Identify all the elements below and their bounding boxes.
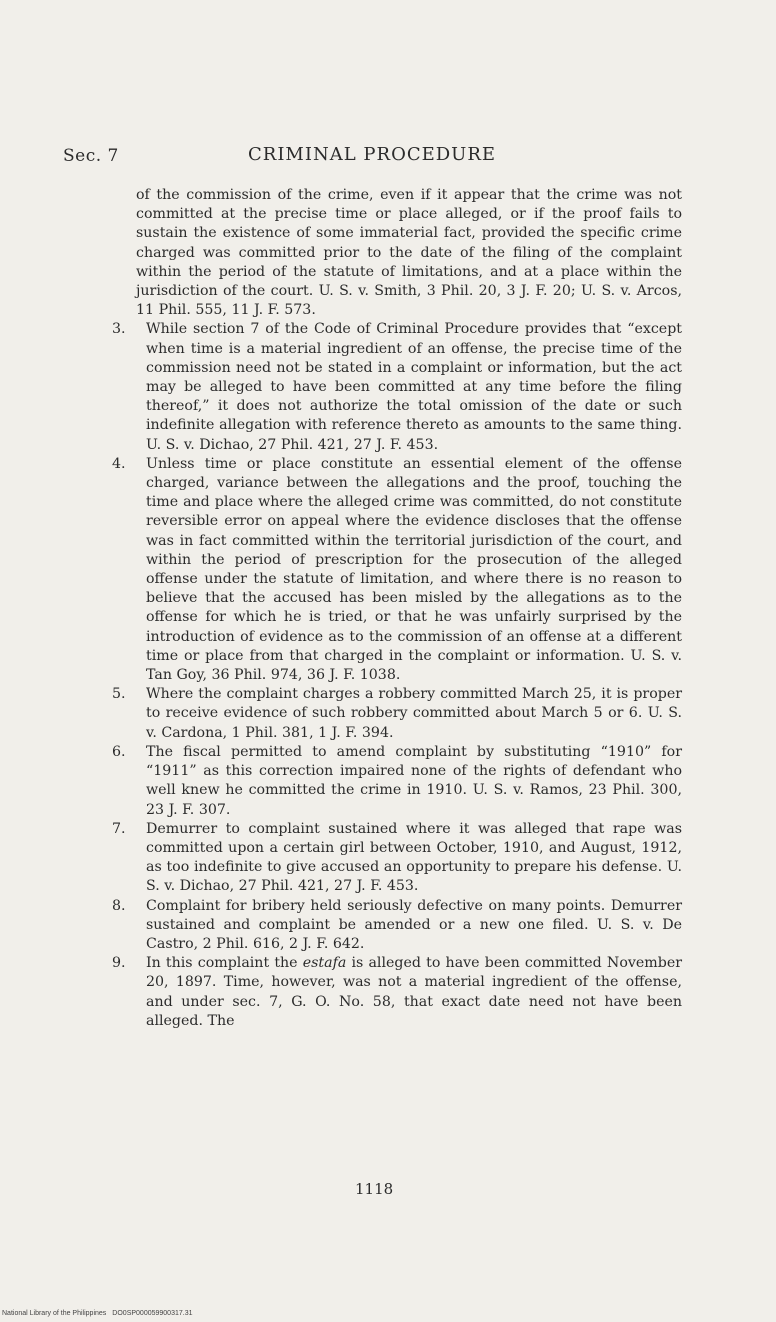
page-number: 1118 xyxy=(355,1180,394,1198)
item-text: While section 7 of the Code of Criminal Procedure provides that “except when time is a material ingredient of an offense, the precise time of the commission need not be stated in a complaint or information, but the act may be alleged to have been committed at any time before the filing thereof,” it does not authorize the total omission of the date or such indefinite allegation with reference thereto as amounts to the same thing. U. S. v. Dichao, 27 Phil. 421, 27 J. F. 453. xyxy=(146,321,682,453)
item-number: 4. xyxy=(112,455,126,472)
list-item-4 xyxy=(112,455,682,685)
footer-code: DO0SP000059900317.31 xyxy=(112,1310,193,1317)
item-number: 7. xyxy=(112,820,126,837)
item-text-after: is alleged to have been committed November 20, 1897. Time, however, was not a material ingredient of the offense, and under sec. 7, G. O. No. 58, that exact date need not have been alleged. The xyxy=(146,955,683,1029)
item-text-italic: estafa xyxy=(302,955,347,972)
list-item-8 xyxy=(112,897,682,955)
footer xyxy=(2,1310,198,1317)
item-text: The fiscal permitted to amend complaint by substituting “1910” for “1911” as this correction impaired none of the rights of defendant who well knew he committed the crime in 1910. U. S. v. Ramos, 23 Phil. 300, 23 J. F. 307. xyxy=(146,743,682,818)
item-text: Complaint for bribery held seriously defective on many points. Demurrer sustained and complaint be amended or a new one filed. U. S. v. De Castro, 2 Phil. 616, 2 J. F. 642. xyxy=(146,897,682,952)
list-item-3 xyxy=(112,320,682,454)
footer-library: National Library of the Philippines xyxy=(2,1310,107,1317)
list-item-7 xyxy=(112,820,682,897)
page-title: CRIMINAL PROCEDURE xyxy=(248,144,497,165)
list-item-9 xyxy=(112,954,682,1031)
section-label: Sec. 7 xyxy=(63,146,119,166)
item-number: 6. xyxy=(112,743,126,760)
item-number: 5. xyxy=(112,686,126,703)
item-number: 3. xyxy=(112,321,126,338)
list-item-6 xyxy=(112,743,682,820)
item-text: Unless time or place constitute an essential element of the offense charged, variance between the allegations and the proof, touching the time and place where the alleged crime was committed, do not constitute reversible error on appeal where the evidence discloses that the offense was in fact committed within the territorial jurisdiction of the court, and within the period of prescription for the prosecution of the alleged offense under the statute of limitation, and where there is no reason to believe that the accused has been misled by the allegations as to the offense for which he is tried, or that he was unfairly surprised by the introduction of evidence as to the commission of an offense at a different time or place from that charged in the complaint or information. U. S. v. Tan Goy, 36 Phil. 974, 36 J. F. 1038. xyxy=(146,455,682,684)
item-text-before: In this complaint the xyxy=(146,955,303,972)
continuation-paragraph: of the commission of the crime, even if it appear that the crime was not committed at the precise time or place alleged, or if the proof fails to sustain the existence of some immaterial fact, provided the specific crime charged was committed prior to the date of the filing of the complaint within the period of the statute of limitations, and at a place within the jurisdiction of the court. U. S. v. Smith, 3 Phil. 20, 3 J. F. 20; U. S. v. Arcos, 11 Phil. 555, 11 J. F. 573. xyxy=(136,187,682,319)
item-text: Where the complaint charges a robbery committed March 25, it is proper to receive evidence of such robbery committed about March 5 or 6. U. S. v. Cardona, 1 Phil. 381, 1 J. F. 394. xyxy=(146,686,682,741)
item-number: 8. xyxy=(112,897,126,914)
document-body xyxy=(112,186,682,1031)
list-item-5 xyxy=(112,685,682,743)
item-text: Demurrer to complaint sustained where it was alleged that rape was committed upon a certain girl between October, 1910, and August, 1912, as too indefinite to give accused an opportunity to prepare his defense. U. S. v. Dichao, 27 Phil. 421, 27 J. F. 453. xyxy=(146,820,682,895)
item-number: 9. xyxy=(112,955,126,972)
